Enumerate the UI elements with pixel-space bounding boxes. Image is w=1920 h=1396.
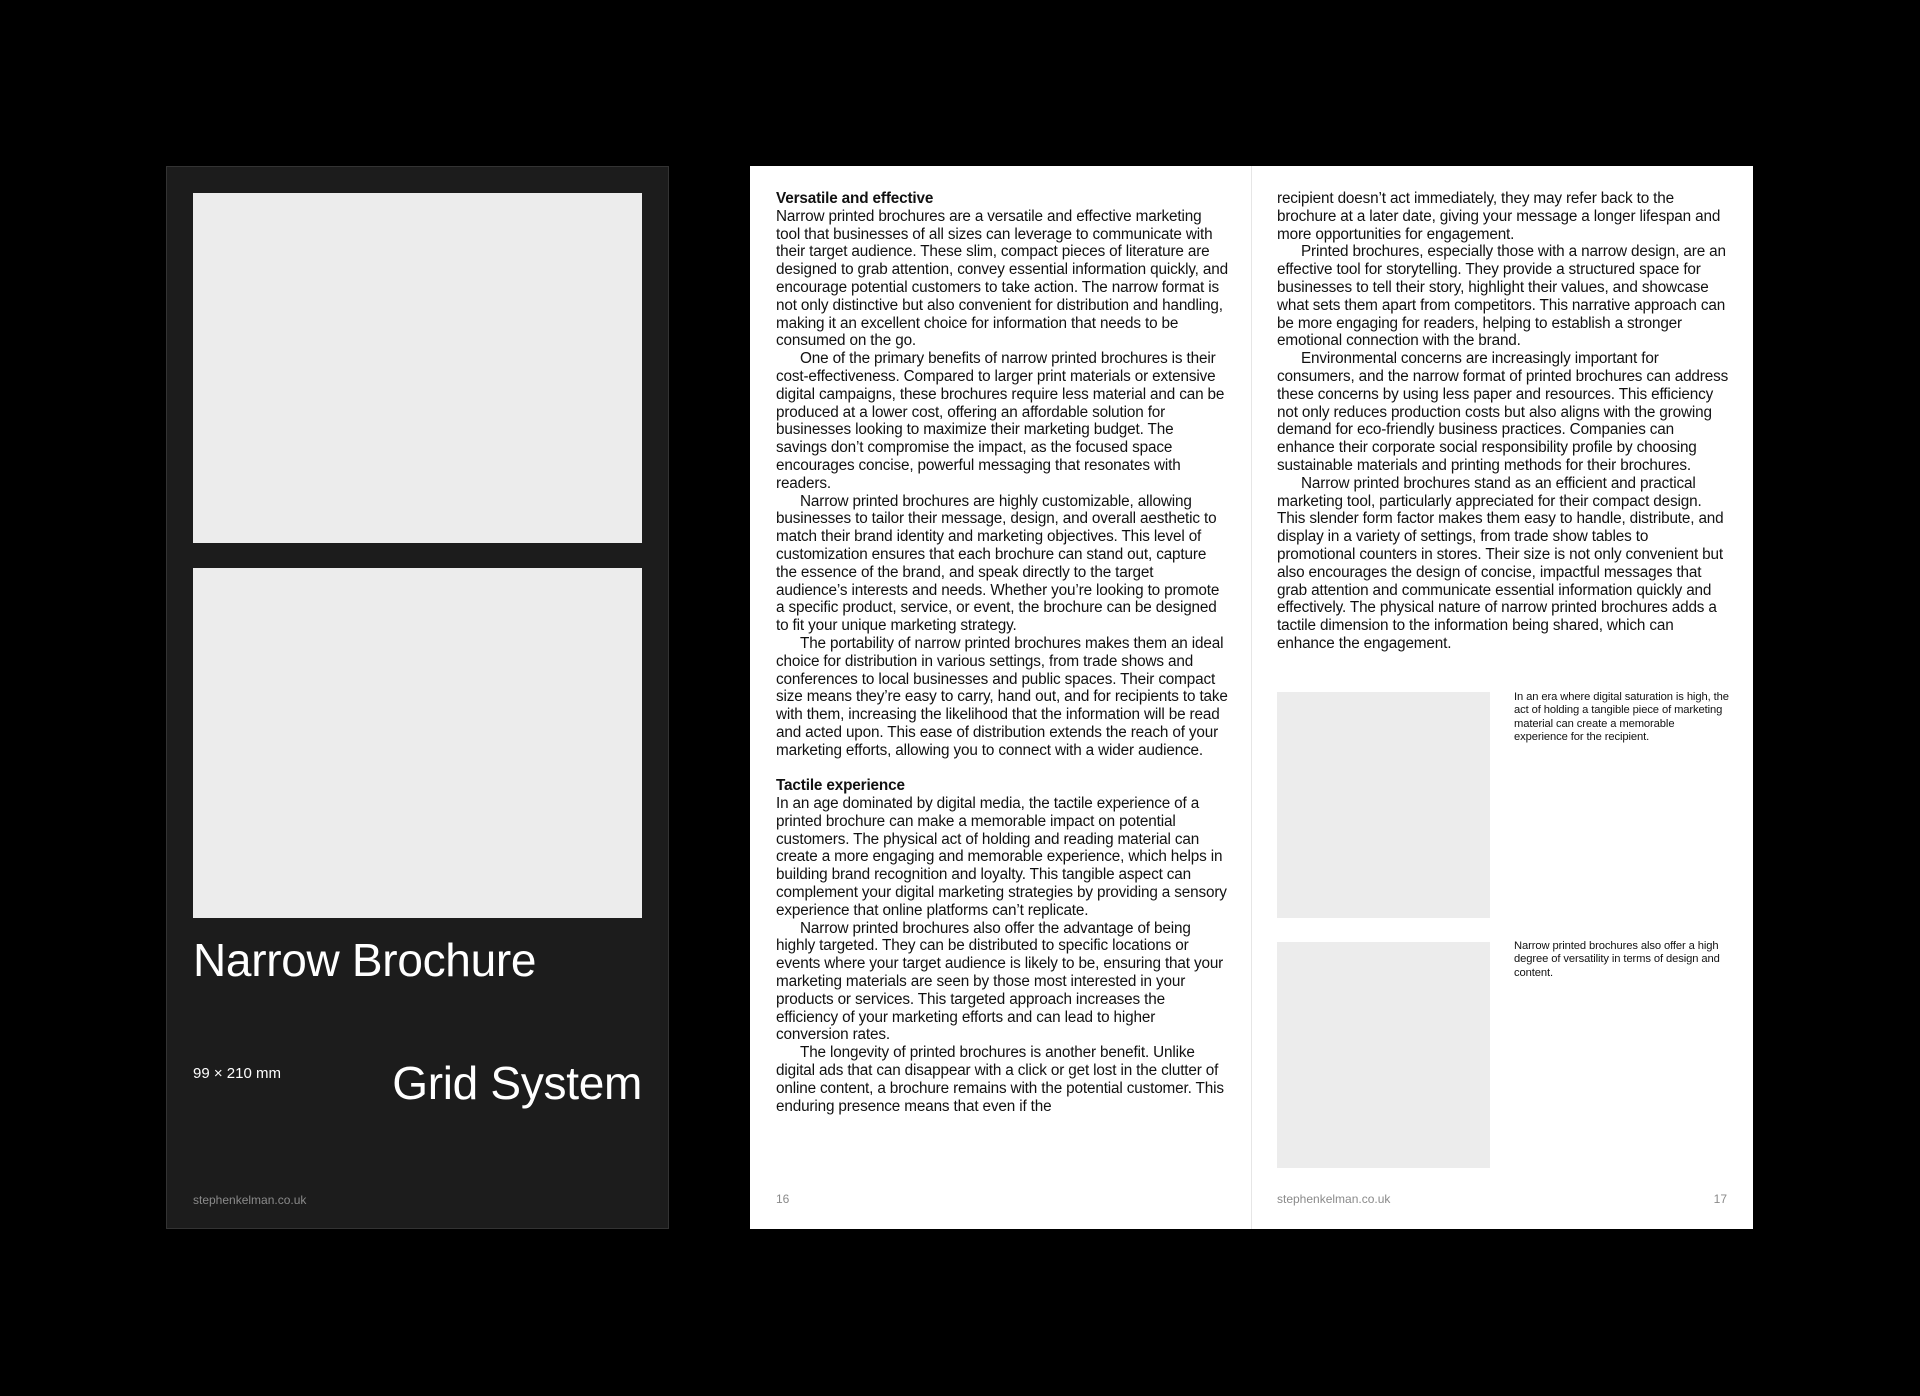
section-heading-tactile: Tactile experience: [776, 777, 905, 795]
cover-size-label: 99 × 210 mm: [193, 1065, 281, 1082]
paragraph: In an age dominated by digital media, the tactile experience of a printed brochure can make a memorable impact on potential customers. The physical act of holding and reading material can create a more engaging and memorable experience, which helps in building brand recognition and loyalty. This tangible aspect can complement your digital marketing strategies by providing a sensory experience that online platforms can’t replicate.: [776, 795, 1227, 919]
cover-subtitle: Grid System: [392, 1057, 642, 1109]
paragraph: Narrow printed brochures also offer the advantage of being highly targeted. They can be distributed to specific locations or events where your target audience is likely to be, ensuring that your marketing materials are seen by those most interested in your products or services. This targeted approach increases the efficiency of your marketing efforts and can lead to higher conversion rates.: [776, 919, 1224, 1044]
paragraph: recipient doesn’t act immediately, they may refer back to the brochure at a later date, giving your message a longer lifespan and more opportunities for engagement.: [1277, 190, 1721, 243]
image-placeholder-top: [193, 193, 642, 543]
spread-fold: [1251, 166, 1252, 1229]
page-number-left: 16: [776, 1192, 790, 1206]
image-caption: Narrow printed brochures also offer a high degree of versatility in terms of design and content.: [1514, 940, 1720, 979]
paragraph: The portability of narrow printed brochures makes them an ideal choice for distribution in various settings, from trade shows and conferences to local businesses and public spaces. Their compact size means they’re easy to carry, hand out, and for recipients to take with them, increasing the likelihood that the information will be read and acted upon. This ease of distribution extends the reach of your marketing efforts, allowing you to connect with a wider audience.: [776, 634, 1228, 759]
cover-title: Narrow Brochure: [193, 934, 537, 986]
paragraph: The longevity of printed brochures is another benefit. Unlike digital ads that can disappear with a click or get lost in the clutter of online content, a brochure remains with the potential customer. This enduring presence means that even if the: [776, 1044, 1224, 1115]
image-placeholder-right-bottom: [1277, 942, 1490, 1168]
paragraph: Narrow printed brochures are a versatile and effective marketing tool that businesses of all sizes can leverage to communicate with their target audience. These slim, compact pieces of literature are designed to grab attention, convey essential information quickly, and encourage potential customers to take action. The narrow format is not only distinctive but also convenient for distribution and handling, making it an excellent choice for information that needs to be consumed on the go.: [776, 207, 1228, 350]
image-placeholder-bottom: [193, 568, 642, 918]
cover-page: [166, 166, 669, 1229]
paragraph: Printed brochures, especially those with a narrow design, are an effective tool for storytelling. They provide a structured space for businesses to tell their story, highlight their values, and showcase what sets them apart from competitors. This narrative approach can be more engaging for readers, helping to establish a stronger emotional connection with the brand.: [1277, 243, 1726, 350]
paragraph: Environmental concerns are increasingly important for consumers, and the narrow format of printed brochures can address these concerns by using less paper and resources. This efficiency not only reduces production costs but also aligns with the growing demand for eco-friendly business practices. Companies can enhance their corporate social responsibility profile by choosing sustainable materials and printing methods for their brochures.: [1277, 350, 1729, 474]
section-heading-versatile: Versatile and effective: [776, 190, 934, 207]
paragraph: Narrow printed brochures stand as an efficient and practical marketing tool, particularly appreciated for their compact design. This slender form factor makes them easy to handle, distribute, and display in a variety of settings, from trade show tables to promotional counters in stores. Their size is not only convenient but also encourages the design of concise, impactful messages that grab attention and communicate essential information quickly and effectively. The physical nature of narrow printed brochures adds a tactile dimension to the information being shared, which can enhance the engagement.: [1277, 474, 1724, 652]
paragraph: One of the primary benefits of narrow printed brochures is their cost-effectiveness. Compared to larger print materials or extensive digital campaigns, these brochures require less material and can be produced at a lower cost, offering an affordable solution for businesses looking to maximize their marketing budget. The savings don’t compromise the impact, as the focused space encourages concise, powerful messaging that resonates with readers.: [776, 350, 1225, 492]
left-page-column: [776, 190, 1228, 1115]
page-number-right: 17: [1713, 1192, 1727, 1206]
image-caption: In an era where digital saturation is high, the act of holding a tangible piece of marketing material can create a memorable experience for the recipient.: [1514, 691, 1729, 743]
paragraph: Narrow printed brochures are highly customizable, allowing businesses to tailor their message, design, and overall aesthetic to match their brand identity and marketing objectives. This level of customization ensures that each brochure can stand out, capture the essence of the brand, and speak directly to the target audience’s interests and needs. Whether you’re looking to promote a specific product, service, or event, the brochure can be designed to fit your unique marketing strategy.: [776, 492, 1220, 635]
cover-url: stephenkelman.co.uk: [193, 1193, 307, 1207]
footer-url: stephenkelman.co.uk: [1277, 1192, 1391, 1206]
text-spread: [750, 166, 1753, 1229]
right-page-column: [1277, 190, 1729, 653]
image-placeholder-right-top: [1277, 692, 1490, 918]
paragraph-gap: [776, 760, 1228, 778]
